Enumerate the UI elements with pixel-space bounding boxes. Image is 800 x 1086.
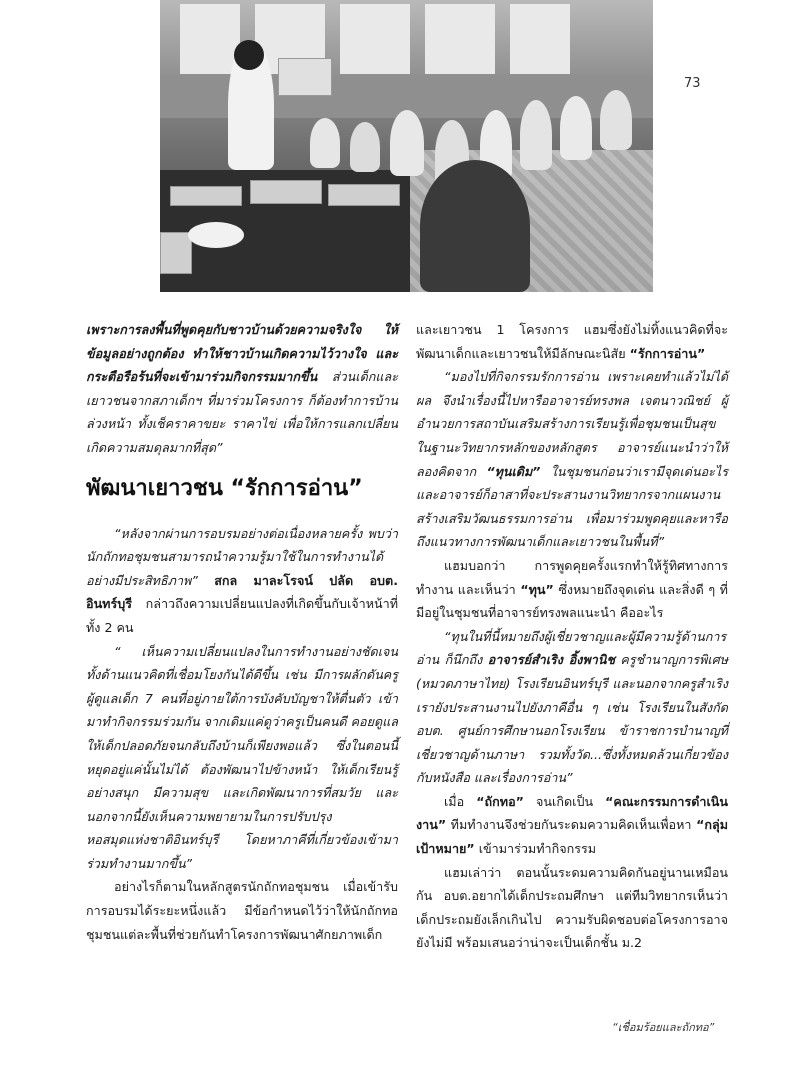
paragraph-text: กล่าวถึงความเปลี่ยนแปลงที่เกิดขึ้นกับเจ้าหน้าที่ทั้ง 2 คน (86, 596, 398, 635)
person-name: อาจารย์สำเริง อิ้งพานิช (487, 652, 615, 668)
quote-paragraph: “ เห็นความเปลี่ยนแปลงในการทำงานอย่างชัดเจน ทั้งด้านแนวคิดที่เชื่อมโยงกันได้ดีขึ้น เช่น มีการผลักดันครูผู้ดูแลเด็ก 7 คนที่อยู่ภายใต้การบังคับบัญชาให้ตื่นตัว เข้ามาทำกิจกรรมร่วมกัน จากเดิมแค่ดูว่าครูเป็นคนดี คอยดูแลให้เด็กปลอดภัยจนกลับถึงบ้านก็เพียงพอแล้ว ซึ่งในตอนนี้หยุดอยู่แค่นั้นไม่ได้ ต้องพัฒนาไปข้างหน้า ให้เด็กเรียนรู้อย่างสนุก มีความสุข และเกิดพัฒนาการที่สมวัย และนอกจากนี้ยังเห็นความพยายามในการปรับปรุงหอสมุดแห่งชาติอินทร์บุรี โดยหาภาคีที่เกี่ยวข้องเข้ามาร่วมทำงานมากขึ้น” (86, 643, 398, 871)
bold-text: “รักการอ่าน” (629, 345, 706, 361)
paragraph-text: และเยาวชน 1 โครงการ แฮมซึ่งยังไม่ทิ้งแนวคิดที่จะพัฒนาเด็กและเยาวชนให้มีลักษณะนิสัย (416, 322, 728, 361)
quote-paragraph (416, 365, 728, 554)
paragraph-text: เมื่อ (444, 793, 477, 809)
paragraph (86, 522, 398, 640)
window (180, 4, 240, 74)
window (425, 4, 495, 74)
bold-italic-text: เพราะการลงพื้นที่พูดคุยกับชาวบ้านด้วยความจริงใจ ให้ข้อมูลอย่างถูกต้อง ทำให้ชาวบ้านเกิดความไว้วางใจ และกระตือรือร้นที่จะเข้ามาร่วมกิจกรรมมากขึ้น (86, 322, 398, 385)
book-stack (328, 184, 400, 206)
quote-paragraph (416, 625, 728, 790)
student (390, 110, 424, 176)
book-stack (250, 180, 322, 204)
paragraph-text: ส่วนเด็กและเยาวชนจากสภาเด็กฯ ที่มาร่วมโครงการ ก็ต้องทำการบ้านล่วงหน้า ทั้งเช็คราคาขยะ ราคาไข่ เพื่อให้การแลกเปลี่ยนเกิดความสมดุลมากที่สุด” (86, 369, 398, 455)
paragraph (416, 554, 728, 625)
paragraph-text: ทีมทำงานจึงช่วยกันระดมความคิดเห็นเพื่อหา (446, 817, 697, 833)
quote-text: “ทุนในที่นี้หมายถึงผู้เชี่ยวชาญและผู้มีความรู้ด้านการอ่าน ก็นึกถึง (416, 628, 727, 668)
paragraph-text: ซึ่งหมายถึงจุดเด่น และสิ่งดี ๆ ที่มีอยู่ในชุมชนที่อาจารย์ทรงพลแนะนำ คืออะไร (416, 581, 728, 621)
student (520, 100, 552, 170)
right-column (416, 318, 728, 955)
paragraph-text: จนเกิดเป็น (523, 793, 606, 809)
person-name: สกล มาละโรจน์ ปลัด อบต. อินทร์บุรี (86, 572, 398, 612)
library-photo (160, 0, 653, 292)
bold-text: “กลุ่มเป้าหมาย” (416, 817, 728, 857)
section-heading: พัฒนาเยาวชน “รักการอ่าน” (86, 475, 363, 501)
quote-text: ในชุมชนก่อนว่าเรามีจุดเด่นอะไร และอาจารย์ก็อาสาที่จะประสานงานวิทยากรจากแผนงานสร้างเสริมวัฒนธรรมการอ่าน เพื่อมาร่วมพูดคุยและหารือถึงแนวทางการพัฒนาเด็กและเยาวชนในพื้นที่” (416, 463, 728, 550)
picture-book (278, 58, 332, 96)
paragraph: แฮมเล่าว่า ตอนนั้นระดมความคิดกันอยู่นานเหมือนกัน อบต.อยากได้เด็กประถมศึกษา แต่ทีมวิทยากรเห็นว่าเด็กประถมยังเล็กเกินไป ความรับผิดชอบต่อโครงการอาจยังไม่มี พร้อมเสนอว่าน่าจะเป็นเด็กชั้น ม.2 (416, 864, 728, 951)
student (560, 96, 592, 160)
student (350, 122, 380, 172)
paragraph (416, 318, 728, 365)
bold-text: “คณะกรรมการดำเนินงาน” (416, 793, 728, 833)
page-footer: “เชื่อมร้อยและถักทอ” (612, 1021, 715, 1034)
bold-text: “ทุน” (520, 581, 554, 597)
window (510, 4, 570, 74)
paragraph (416, 790, 728, 861)
student (310, 118, 340, 168)
page-number: 73 (684, 76, 701, 91)
paragraph: อย่างไรก็ตามในหลักสูตรนักถักทอชุมชน เมื่อเข้ารับการอบรมได้ระยะหนึ่งแล้ว มีข้อกำหนดไว้ว่าให้นักถักทอชุมชนแต่ละพื้นที่ช่วยกันทำโครงการพัฒนาศักยภาพเด็ก (86, 879, 398, 942)
quote-text: “หลังจากผ่านการอบรมอย่างต่อเนื่องหลายครั้ง พบว่า นักถักทอชุมชนสามารถนำความรู้มาใช้ในการทำงานได้อย่างมีประสิทธิภาพ” (86, 525, 398, 588)
student (600, 90, 632, 150)
bold-text: “ถักทอ” (476, 793, 524, 809)
presenter-head (234, 40, 264, 70)
paragraph-text: แฮมบอกว่า การพูดคุยครั้งแรกทำให้รู้ทิศทางการทำงาน และเห็นว่า (416, 557, 728, 597)
paragraph (86, 318, 398, 460)
paragraph-text: เข้ามาร่วมทำกิจกรรม (474, 841, 597, 857)
book-stack (170, 186, 242, 206)
student-back (420, 160, 530, 292)
quote-text: ครูชำนาญการพิเศษ (หมวดภาษาไทย) โรงเรียนอินทร์บุรี และนอกจากครูสำเริง เรายังประสานงานไปยังภาคีอื่น ๆ เช่น โรงเรียนในสังกัด อบต. ศูนย์การศึกษานอกโรงเรียน ข้าราชการบำนาญที่เชี่ยวชาญด้านภาษา รวมทั้งวัด...ซึ่งทั้งหมดล้วนเกี่ยวข้องกับหนังสือ และเรื่องการอ่าน” (416, 652, 729, 786)
left-column (86, 318, 398, 946)
quote-text: “มองไปที่กิจกรรมรักการอ่าน เพราะเคยทำแล้วไม่ได้ผล จึงนำเรื่องนี้ไปหารืออาจารย์ทรงพล เจตนาวณิชย์ ผู้อำนวยการสถาบันเสริมสร้างการเรียนรู้เพื่อชุมชนเป็นสุข ในฐานะวิทยากรหลักของหลักสูตร อาจารย์แนะนำว่าให้ลองคิดจาก (416, 369, 728, 479)
bowl (188, 222, 244, 248)
book-stack (160, 232, 192, 274)
bold-text: “ทุนเดิม” (486, 463, 541, 479)
window (340, 4, 410, 74)
